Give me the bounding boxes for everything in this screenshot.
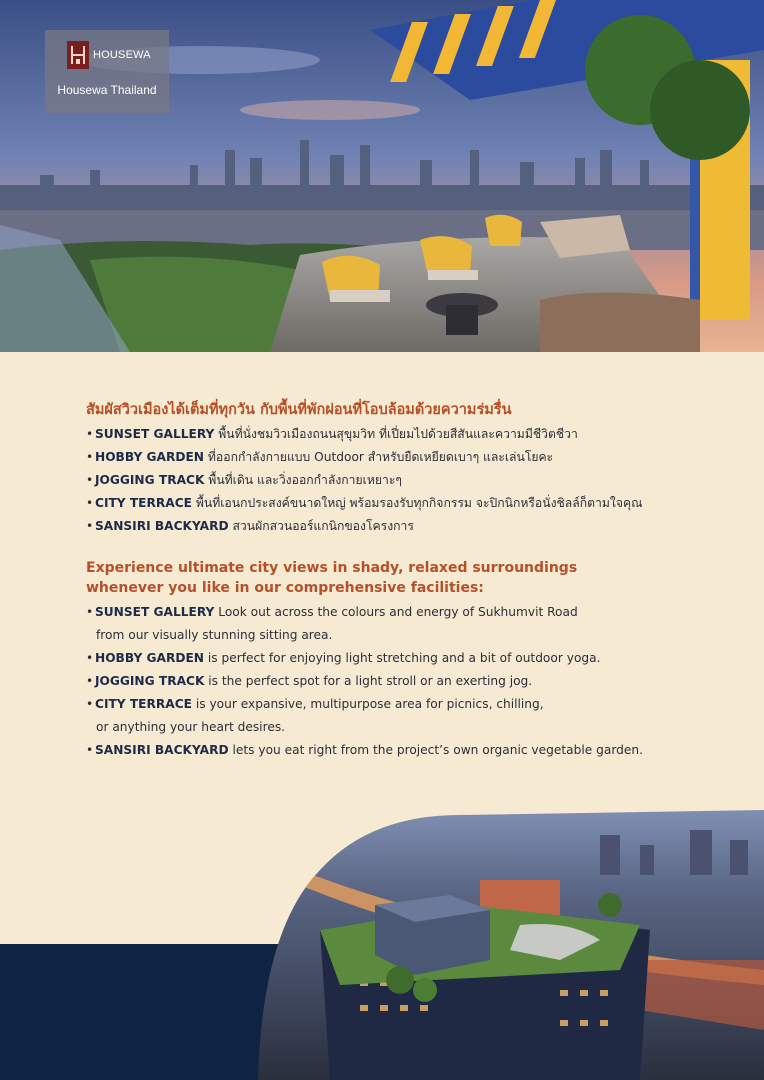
- english-heading-line1: Experience ultimate city views in shady, relaxed surroundings: [86, 560, 578, 576]
- thai-facility-list: [86, 423, 726, 538]
- facilities-content: [86, 400, 726, 762]
- facility-desc-continued: from our visually stunning sitting area.: [96, 628, 333, 642]
- facility-desc: is the perfect spot for a light stroll or an exerting jog.: [204, 674, 533, 688]
- brand-logo-box: [45, 30, 169, 113]
- facility-desc-continued: or anything your heart desires.: [96, 720, 286, 734]
- brand-logo-text: HOUSEWA: [93, 49, 151, 61]
- hero-rooftop-photo: [0, 0, 764, 352]
- facility-name: SANSIRI BACKYARD: [95, 519, 229, 533]
- facility-desc: Look out across the colours and energy of Sukhumvit Road: [214, 605, 578, 619]
- list-item: [86, 446, 726, 469]
- facility-desc: lets you eat right from the project’s own organic vegetable garden.: [228, 743, 643, 757]
- aerial-building-illustration: [0, 810, 764, 1080]
- facility-desc: พื้นที่เดิน และวิ่งออกกำลังกายเหยาะๆ: [204, 473, 402, 487]
- facility-desc: is your expansive, multipurpose area for picnics, chilling,: [191, 697, 544, 711]
- brand-caption: Housewa Thailand: [57, 83, 157, 97]
- english-heading: [86, 558, 726, 598]
- thai-heading: สัมผัสวิวเมืองได้เต็มที่ทุกวัน กับพื้นที่พักผ่อนที่โอบล้อมด้วยความร่มรื่น: [86, 402, 512, 418]
- list-item: [86, 647, 726, 670]
- list-item: [86, 423, 726, 446]
- list-item: [86, 670, 726, 693]
- facility-name: HOBBY GARDEN: [95, 651, 205, 665]
- facility-name: CITY TERRACE: [95, 496, 192, 510]
- list-item: [86, 515, 726, 538]
- list-item: [86, 693, 726, 739]
- housewa-logo-icon: [67, 41, 89, 69]
- list-item: [86, 601, 726, 647]
- facility-name: JOGGING TRACK: [95, 473, 205, 487]
- facility-name: SUNSET GALLERY: [95, 427, 215, 441]
- aerial-building-photo: [0, 810, 764, 1080]
- facility-desc: ที่ออกกำลังกายแบบ Outdoor สำหรับยืดเหยียดเบาๆ และเล่นโยคะ: [204, 450, 554, 464]
- english-heading-line2: whenever you like in our comprehensive facilities:: [86, 580, 484, 596]
- facility-name: CITY TERRACE: [95, 697, 192, 711]
- list-item: [86, 469, 726, 492]
- facility-desc: สวนผักสวนออร์แกนิกของโครงการ: [228, 519, 414, 533]
- facility-name: JOGGING TRACK: [95, 674, 205, 688]
- facility-name: HOBBY GARDEN: [95, 450, 205, 464]
- list-item: [86, 492, 726, 515]
- facility-desc: is perfect for enjoying light stretching and a bit of outdoor yoga.: [204, 651, 601, 665]
- list-item: [86, 739, 726, 762]
- facility-desc: พื้นที่เอนกประสงค์ขนาดใหญ่ พร้อมรองรับทุกกิจกรรม จะปิกนิกหรือนั่งชิลล์ก็ตามใจคุณ: [191, 496, 643, 510]
- facility-name: SANSIRI BACKYARD: [95, 743, 229, 757]
- english-facility-list: [86, 601, 726, 762]
- facility-name: SUNSET GALLERY: [95, 605, 215, 619]
- facility-desc: พื้นที่นั่งชมวิวเมืองถนนสุขุมวิท ที่เปี่ยมไปด้วยสีสันและความมีชีวิตชีวา: [214, 427, 578, 441]
